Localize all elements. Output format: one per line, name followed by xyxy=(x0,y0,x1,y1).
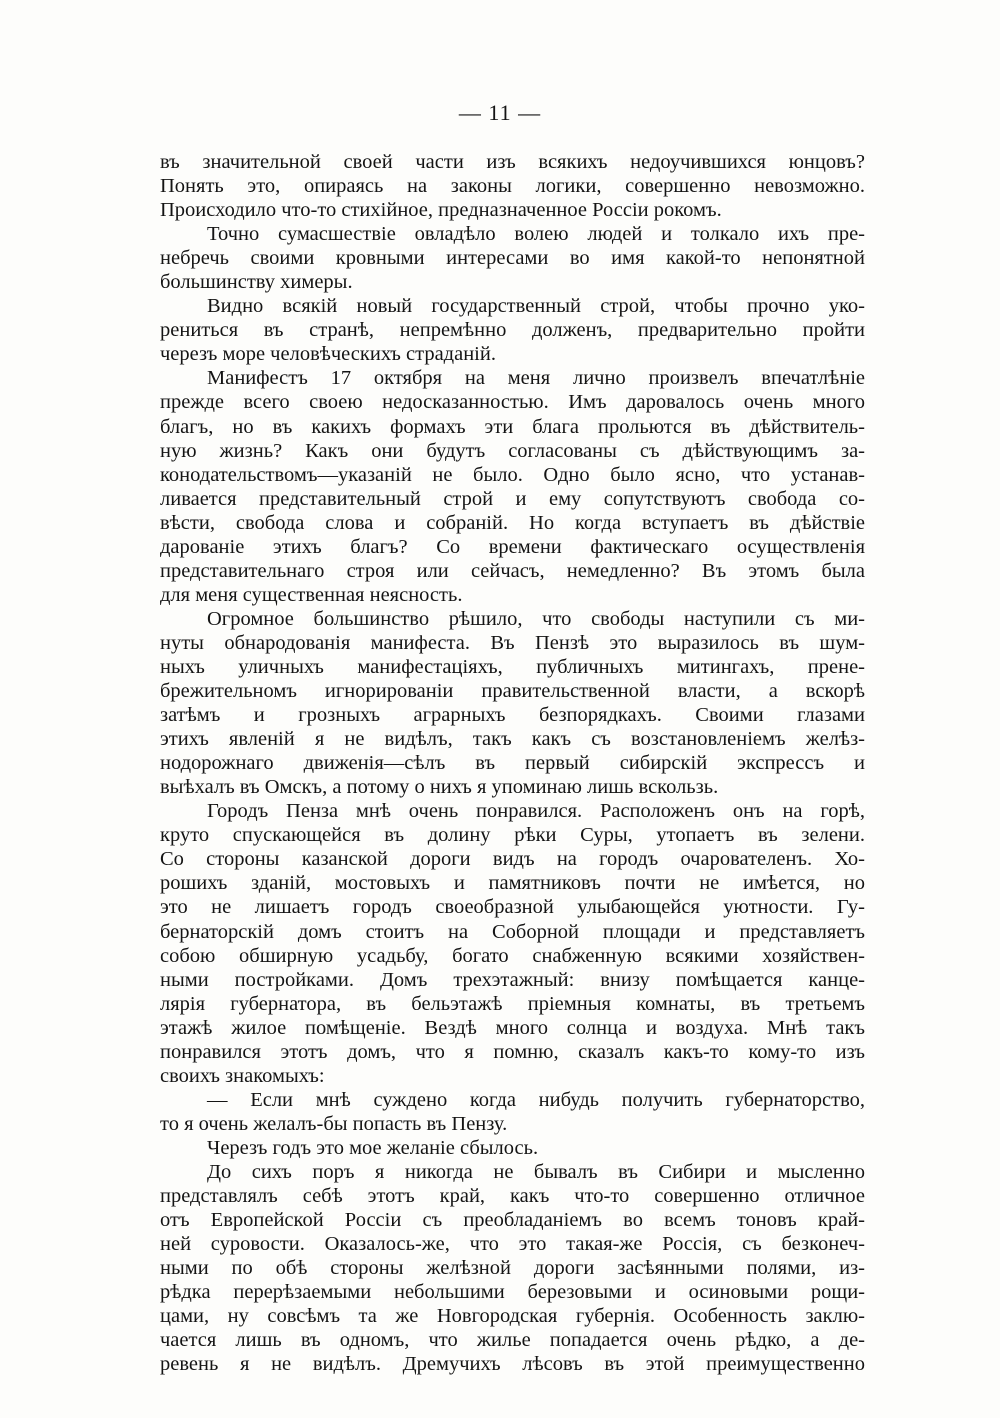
text-line: рошихъ зданій, мостовыхъ и памятниковъ почти не имѣется, но xyxy=(160,872,865,895)
text-line: рениться въ странѣ, непремѣнно долженъ, предварительно пройти xyxy=(160,319,865,342)
text-line: прежде всего своею недосказанностью. Имъ даровалось очень много xyxy=(160,391,865,414)
text-line: собою обширную усадьбу, богато снабженную всякими хозяйствен- xyxy=(160,944,865,967)
text-line: понравился этотъ домъ, что я помню, сказалъ какъ-то кому-то изъ xyxy=(160,1040,865,1063)
text-line: отъ Европейской Россіи съ преобладаніемъ во всемъ тоновъ край- xyxy=(160,1209,865,1232)
text-line: ными по обѣ стороны желѣзной дороги засѣянными полями, из- xyxy=(160,1257,865,1280)
text-line: выѣхалъ въ Омскъ, а потому о нихъ я упоминаю лишь вскользь. xyxy=(160,776,719,799)
text-line: нодорожнаго движенія—сѣлъ въ первый сибирскій экспрессъ и xyxy=(160,752,865,775)
text-line: своихъ знакомыхъ: xyxy=(160,1064,325,1087)
text-line: Городъ Пенза мнѣ очень понравился. Расположенъ онъ на горѣ, xyxy=(207,800,865,823)
text-line: чается лишь въ одномъ, что жилье попадается очень рѣдко, а де- xyxy=(160,1329,865,1352)
text-line: нуты обнародованія манифеста. Въ Пензѣ это выразилось въ шум- xyxy=(160,631,865,654)
text-line: бернаторскій домъ стоитъ на Соборной площади и представляетъ xyxy=(160,920,865,943)
text-line: рѣдка перерѣзаемыми небольшими березовыми и осиновыми рощи- xyxy=(160,1281,865,1304)
text-line: это не лишаетъ городъ своеобразной улыбающейся уютности. Гу- xyxy=(160,896,865,919)
text-line: Огромное большинство рѣшило, что свободы наступили съ ми- xyxy=(207,607,865,630)
text-line: благъ, но въ какихъ формахъ эти блага прольются въ дѣйствитель- xyxy=(160,415,865,438)
text-line: цами, ну совсѣмъ та же Новгородская губернія. Особенность заклю- xyxy=(160,1305,865,1328)
text-line: ныхъ уличныхъ манифестаціяхъ, публичныхъ митингахъ, прене- xyxy=(160,655,865,678)
text-line: Точно сумасшествіе овладѣло волею людей и толкало ихъ пре- xyxy=(207,223,865,246)
body-text xyxy=(160,150,865,1376)
text-line: вѣсти, свобода слова и собраній. Но когда вступаетъ въ дѣйствіе xyxy=(160,511,865,534)
text-line: для меня существенная неясность. xyxy=(160,583,463,606)
text-line: ревень я не видѣлъ. Дремучихъ лѣсовъ въ этой преимущественно xyxy=(160,1353,865,1376)
text-line: черезъ море человѣческихъ страданій. xyxy=(160,343,496,366)
text-line: то я очень желалъ-бы попасть въ Пензу. xyxy=(160,1112,508,1135)
text-line: представлялъ себѣ этотъ край, какъ что-то совершенно отличное xyxy=(160,1185,865,1208)
text-line: Понять это, опираясь на законы логики, совершенно невозможно. xyxy=(160,175,865,198)
text-line: Видно всякій новый государственный строй, чтобы прочно уко- xyxy=(207,295,865,318)
text-line: ную жизнь? Какъ они будутъ согласованы съ дѣйствующимъ за- xyxy=(160,439,865,462)
text-line: представительнаго строя или сейчасъ, немедленно? Въ этомъ была xyxy=(160,559,865,582)
page-number: — 11 — xyxy=(458,100,542,125)
text-line: ными постройками. Домъ трехэтажный: внизу помѣщается канце- xyxy=(160,968,865,991)
text-line: — Если мнѣ суждено когда нибудь получить губернаторство, xyxy=(207,1088,865,1111)
text-line: небречь своими кровными интересами во имя какой-то непонятной xyxy=(160,247,865,270)
text-line: Происходило что-то стихійное, предназначенное Россіи рокомъ. xyxy=(160,199,722,222)
text-line: ливается представительный строй и ему сопутствуютъ свобода со- xyxy=(160,487,865,510)
text-line: Со стороны казанской дороги видъ на городъ очарователенъ. Хо- xyxy=(160,848,865,871)
text-line: дарованіе этихъ благъ? Со времени фактическаго осуществленія xyxy=(160,535,865,558)
text-line: въ значительной своей части изъ всякихъ недоучившихся юнцовъ? xyxy=(160,151,865,173)
text-line: брежительномъ игнорированіи правительственной власти, а вскорѣ xyxy=(160,680,865,703)
text-line: большинству химеры. xyxy=(160,271,353,294)
text-line: этажѣ жилое помѣщеніе. Вездѣ много солнца и воздуха. Мнѣ такъ xyxy=(160,1016,865,1039)
text-line: До сихъ поръ я никогда не бывалъ въ Сибири и мысленно xyxy=(207,1160,865,1183)
text-line: круто спускающейся въ долину рѣки Суры, утопаетъ въ зелени. xyxy=(160,824,865,847)
text-line: ней суровости. Оказалось-же, что это такая-же Россія, съ безконеч- xyxy=(160,1233,865,1256)
text-line: этихъ явленій я не видѣлъ, такъ какъ съ возстановленіемъ желѣз- xyxy=(160,728,865,751)
text-line: конодательствомъ—указаній не было. Одно было ясно, что устанав- xyxy=(160,463,865,486)
text-line: затѣмъ и грозныхъ аграрныхъ безпорядкахъ. Своими глазами xyxy=(160,704,865,727)
text-line: Черезъ годъ это мое желаніе сбылось. xyxy=(207,1136,539,1159)
text-line: Манифестъ 17 октября на меня лично произвелъ впечатлѣніе xyxy=(207,367,865,390)
text-line: лярія губернатора, въ бельэтажѣ пріемныя комнаты, въ третьемъ xyxy=(160,992,865,1015)
